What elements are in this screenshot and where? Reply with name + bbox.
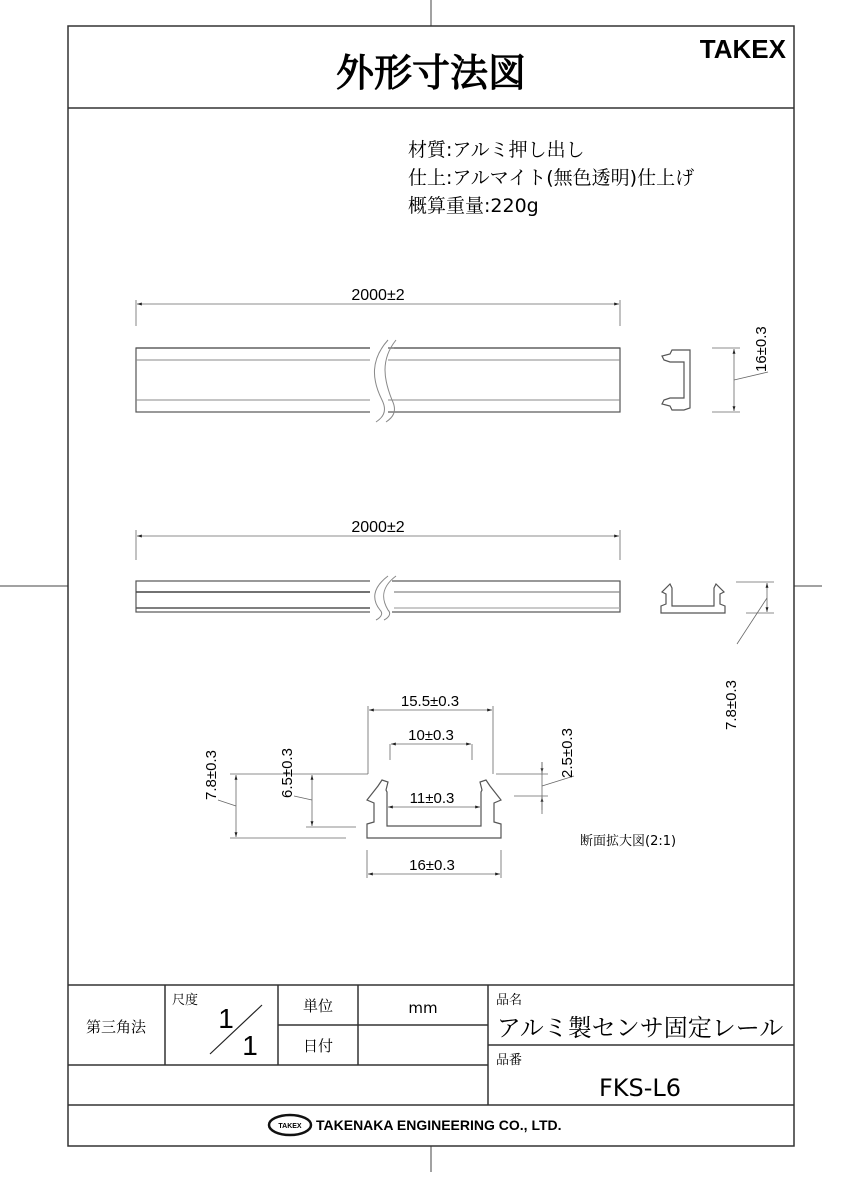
spec-finish: 仕上:アルマイト(無色透明)仕上げ <box>408 167 695 189</box>
section-view <box>203 693 676 878</box>
company-logo-text: TAKEX <box>278 1123 302 1130</box>
top-length-dim: 2000±2 <box>351 287 405 304</box>
top-view <box>136 287 770 422</box>
spec-weight: 概算重量:220g <box>408 195 539 217</box>
company-name: TAKENAKA ENGINEERING CO., LTD. <box>316 1117 562 1133</box>
unit-label: 単位 <box>302 997 334 1015</box>
top-height-dim: 16±0.3 <box>753 326 770 372</box>
spec-material: 材質:アルミ押し出し <box>408 139 585 161</box>
title-block <box>68 985 794 1135</box>
section-inner-width: 11±0.3 <box>409 790 455 807</box>
side-height-dim: 7.8±0.3 <box>723 680 740 730</box>
unit-value: mm <box>408 999 438 1017</box>
scale-numerator: 1 <box>218 1003 234 1034</box>
side-length-dim: 2000±2 <box>351 519 405 536</box>
projection-method: 第三角法 <box>85 1018 147 1036</box>
product-name: アルミ製センサ固定レール <box>496 1014 784 1042</box>
scale-label: 尺度 <box>172 993 199 1008</box>
date-label: 日付 <box>302 1037 334 1055</box>
section-wall-height: 6.5±0.3 <box>279 748 296 798</box>
scale-denominator: 1 <box>242 1030 258 1061</box>
product-number: FKS-L6 <box>598 1074 682 1102</box>
section-opening-width: 10±0.3 <box>408 727 454 744</box>
section-lip-height: 2.5±0.3 <box>559 728 576 778</box>
section-outer-top-width: 15.5±0.3 <box>400 693 460 710</box>
section-caption: 断面拡大図(2:1) <box>580 834 677 849</box>
page-title: 外形寸法図 <box>335 51 527 95</box>
product-name-label: 品名 <box>496 993 523 1008</box>
product-number-label: 品番 <box>496 1053 523 1068</box>
section-base-width: 16±0.3 <box>409 857 455 874</box>
brand-logo: TAKEX <box>699 34 786 64</box>
section-total-height: 7.8±0.3 <box>203 750 220 800</box>
